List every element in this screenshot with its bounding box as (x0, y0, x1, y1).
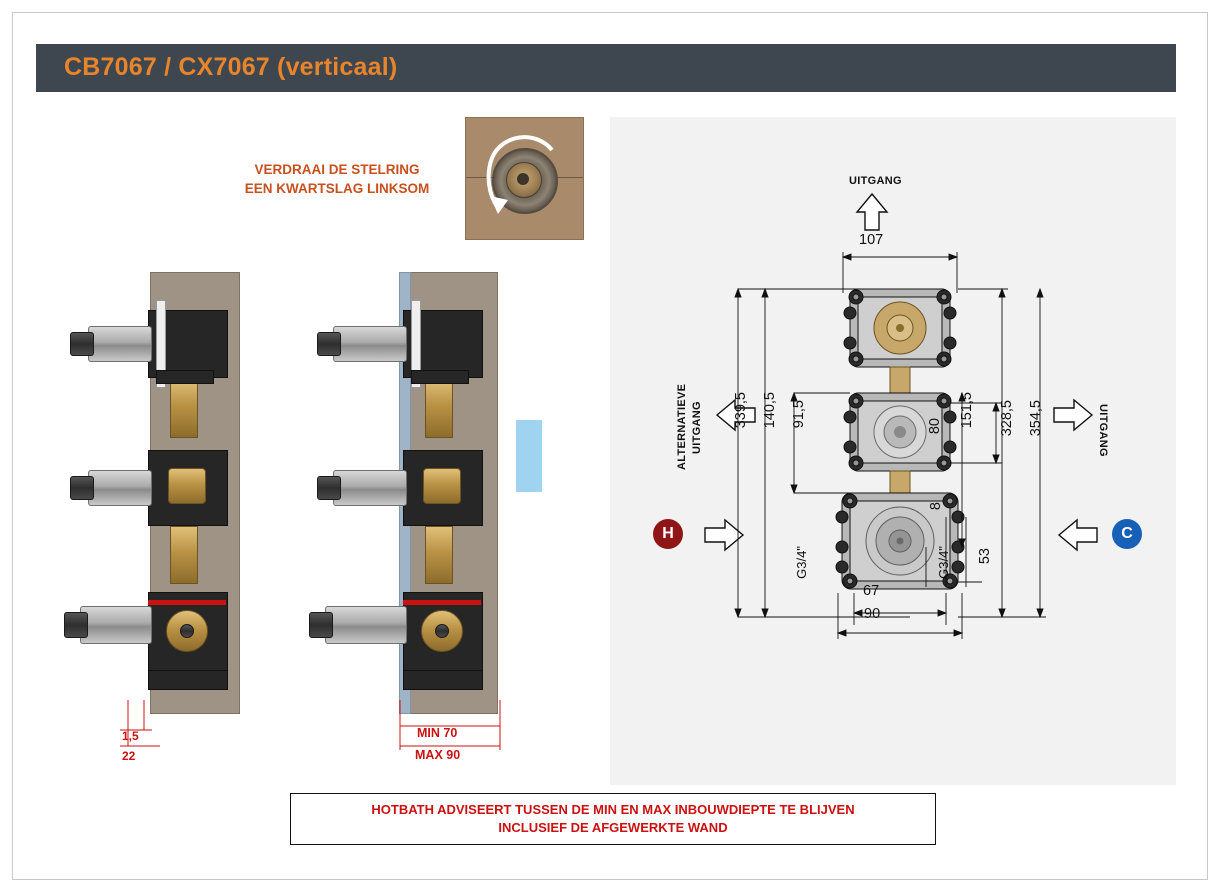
valve-seal-lower-b (403, 600, 481, 605)
valve-base-lower-b (403, 670, 483, 690)
thread-left-g34: G3/4" (794, 546, 809, 579)
dimension-min-70: MIN 70 (417, 726, 458, 740)
label-outlet-alternative-line1: ALTERNATIEVE (676, 383, 688, 471)
brass-spindle-middle-a (170, 526, 198, 584)
valve-assembly-a (70, 300, 250, 710)
rotation-arrow-icon (466, 118, 583, 239)
brass-spindle-middle-b (425, 526, 453, 584)
rotate-instruction-line2: EEN KWARTSLAG LINKSOM (244, 181, 430, 196)
brass-disc-center-lower-a (180, 624, 194, 638)
valve-cartridge-middle-a (88, 470, 152, 506)
dim-91-5: 91,5 (791, 400, 807, 429)
hot-badge: H (653, 519, 683, 549)
label-outlet-right-text: UITGANG (1097, 403, 1109, 457)
brass-disc-center-lower-b (435, 624, 449, 638)
brass-hex-middle-a (168, 468, 206, 504)
dim-339-5: 339,5 (733, 392, 749, 429)
adjust-ring-photo (465, 117, 584, 240)
dim-90: 90 (864, 606, 881, 622)
valve-cap-upper-a (70, 332, 94, 356)
dim-53: 53 (977, 548, 993, 565)
valve-cap-middle-a (70, 476, 94, 500)
cold-badge: C (1112, 519, 1142, 549)
dim-140-5: 140,5 (762, 392, 778, 429)
valve-cap-upper-b (317, 332, 341, 356)
dimension-1-5: 1,5 (122, 729, 139, 743)
valve-cartridge-upper-a (88, 326, 152, 362)
dim-328-5: 328,5 (999, 400, 1015, 437)
dim-354-5: 354,5 (1028, 400, 1044, 437)
valve-plan-drawing (610, 117, 1176, 785)
rotate-instruction (222, 160, 452, 198)
valve-cap-middle-b (317, 476, 341, 500)
footer-note (290, 793, 936, 845)
valve-shoulder-upper-b (411, 370, 469, 384)
outlet-marker (516, 420, 542, 492)
dimension-max-90: MAX 90 (415, 748, 461, 762)
valve-assembly-b (325, 300, 505, 710)
footer-note-line1: HOTBATH ADVISEERT TUSSEN DE MIN EN MAX INBOUWDIEPTE TE BLIJVEN (371, 802, 855, 817)
dim-8: 8 (928, 502, 944, 511)
valve-shoulder-upper-a (156, 370, 214, 384)
dim-151-5: 151,5 (959, 392, 975, 429)
brass-hex-middle-b (423, 468, 461, 504)
label-outlet-alternative-line2: UITGANG (691, 401, 703, 455)
valve-cartridge-lower-a (80, 606, 152, 644)
label-outlet-top: UITGANG (849, 175, 902, 187)
dim-80: 80 (927, 418, 943, 435)
footer-note-line2: INCLUSIEF DE AFGEWERKTE WAND (498, 820, 728, 835)
rotate-instruction-line1: VERDRAAI DE STELRING (254, 162, 420, 177)
valve-seal-lower-a (148, 600, 226, 605)
valve-cartridge-middle-b (333, 470, 407, 506)
dim-107: 107 (859, 232, 884, 248)
valve-cartridge-lower-b (325, 606, 407, 644)
dimension-22: 22 (122, 749, 136, 763)
dim-67: 67 (863, 583, 880, 599)
brass-spindle-upper-a (170, 378, 198, 438)
brass-spindle-upper-b (425, 378, 453, 438)
valve-cap-lower-b (309, 612, 333, 638)
valve-cap-lower-a (64, 612, 88, 638)
valve-cartridge-upper-b (333, 326, 407, 362)
valve-base-lower-a (148, 670, 228, 690)
page-title: CB7067 / CX7067 (verticaal) (64, 53, 398, 81)
thread-right-g34: G3/4" (936, 546, 951, 579)
